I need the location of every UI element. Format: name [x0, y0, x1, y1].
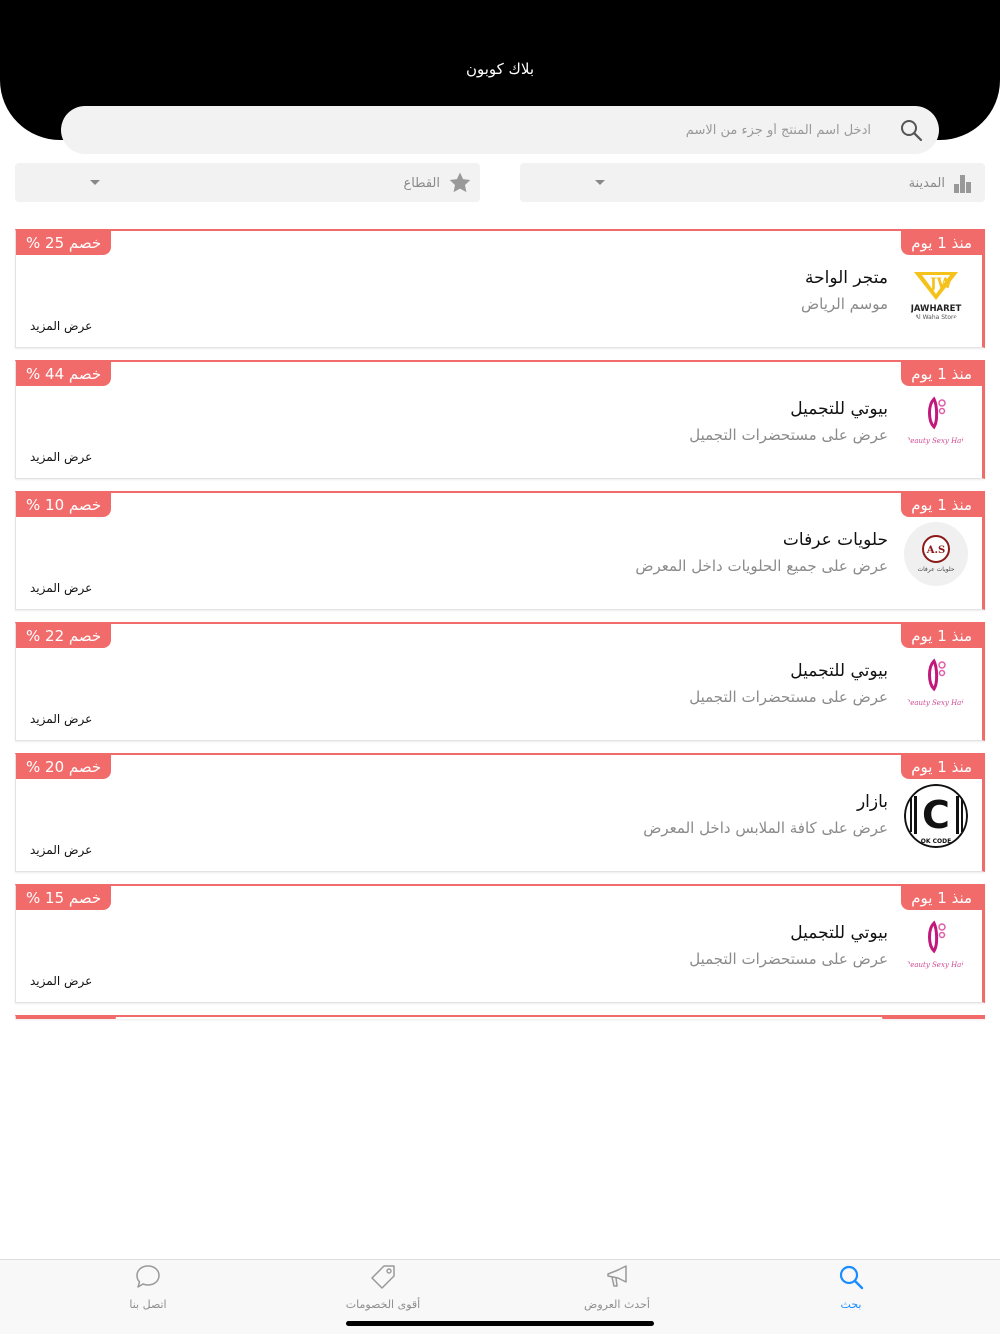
offer-description: عرض على كافة الملابس داخل المعرض [643, 819, 888, 837]
logo-wordmark: Beauty Sexy Hair [905, 961, 967, 969]
discount-badge: خصم 15 % [16, 886, 111, 910]
offer-card[interactable] [15, 360, 985, 479]
city-filter-label: المدينة [908, 176, 945, 191]
jawharet-logo-icon [904, 260, 968, 324]
tab-label: أقوى الخصومات [345, 1298, 421, 1311]
store-logo [904, 391, 968, 455]
offer-card[interactable] [15, 753, 985, 872]
bazaar-logo-icon [904, 784, 968, 848]
chevron-down-icon [595, 180, 605, 185]
logo-wordmark: Beauty Sexy Hair [905, 437, 967, 445]
discount-badge [16, 1017, 116, 1019]
time-badge: منذ 1 يوم [901, 231, 982, 255]
chat-bubble-icon [135, 1264, 161, 1290]
offer-card[interactable] [15, 622, 985, 741]
beauty-logo-icon [904, 915, 968, 979]
offer-description: عرض على جميع الحلويات داخل المعرض [635, 557, 888, 575]
store-logo [904, 522, 968, 586]
beauty-logo-icon [904, 653, 968, 717]
offers-list [15, 229, 985, 1019]
logo-wordmark: C [922, 793, 950, 837]
offer-description: عرض على مستحضرات التجميل [689, 950, 888, 968]
bar-chart-icon [953, 171, 977, 195]
store-logo [904, 653, 968, 717]
offer-card[interactable] [15, 229, 985, 348]
logo-subtitle: OK CODE [920, 838, 952, 845]
time-badge: منذ 1 يوم [901, 624, 982, 648]
show-more-link[interactable]: عرض المزيد [30, 712, 93, 726]
show-more-link[interactable]: عرض المزيد [30, 450, 93, 464]
search-icon[interactable] [899, 118, 923, 142]
star-icon [448, 171, 472, 195]
search-input[interactable] [171, 114, 871, 146]
tab-label: أحدث العروض [584, 1298, 650, 1311]
offer-description: عرض على مستحضرات التجميل [689, 426, 888, 444]
store-name: بيوتي للتجميل [790, 923, 888, 943]
offer-description: موسم الرياض [801, 295, 888, 313]
time-badge: منذ 1 يوم [901, 886, 982, 910]
svg-text:JW: JW [930, 276, 953, 292]
offer-card-partial[interactable] [15, 1015, 985, 1019]
logo-wordmark: A.S [926, 545, 946, 556]
tab-contact-us[interactable] [68, 1260, 228, 1320]
chevron-down-icon [90, 180, 100, 185]
store-name: بازار [856, 792, 888, 812]
store-logo [904, 784, 968, 848]
logo-wordmark: Beauty Sexy Hair [905, 699, 967, 707]
tab-latest-offers[interactable] [537, 1260, 697, 1320]
search-icon [838, 1264, 864, 1290]
sector-filter-label: القطاع [403, 176, 440, 191]
offer-card[interactable] [15, 491, 985, 610]
tag-icon [370, 1264, 396, 1290]
time-badge: منذ 1 يوم [901, 493, 982, 517]
page-title: بلاك كوبون [465, 60, 535, 78]
store-name: متجر الواحة [804, 268, 888, 288]
discount-badge: خصم 44 % [16, 362, 111, 386]
arafat-sweets-logo-icon [904, 522, 968, 586]
store-name: بيوتي للتجميل [790, 661, 888, 681]
show-more-link[interactable]: عرض المزيد [30, 843, 93, 857]
logo-subtitle: حلويات عرفات [917, 566, 955, 573]
tab-top-discounts[interactable] [303, 1260, 463, 1320]
tab-label: اتصل بنا [129, 1298, 167, 1311]
store-logo [904, 260, 968, 324]
store-name: حلويات عرفات [782, 530, 888, 550]
city-filter-dropdown[interactable] [520, 163, 985, 202]
time-badge [882, 1017, 982, 1019]
time-badge: منذ 1 يوم [901, 755, 982, 779]
discount-badge: خصم 22 % [16, 624, 111, 648]
sector-filter-dropdown[interactable] [15, 163, 480, 202]
tab-search[interactable] [771, 1260, 931, 1320]
offer-description: عرض على مستحضرات التجميل [689, 688, 888, 706]
beauty-logo-icon [904, 391, 968, 455]
logo-subtitle: Al Waha Store [914, 314, 958, 321]
logo-wordmark: JAWHARET [910, 304, 962, 314]
store-logo [904, 915, 968, 979]
show-more-link[interactable]: عرض المزيد [30, 974, 93, 988]
show-more-link[interactable]: عرض المزيد [30, 581, 93, 595]
tab-label: بحث [840, 1298, 862, 1311]
search-bar[interactable] [61, 106, 939, 154]
time-badge: منذ 1 يوم [901, 362, 982, 386]
discount-badge: خصم 25 % [16, 231, 111, 255]
show-more-link[interactable]: عرض المزيد [30, 319, 93, 333]
megaphone-icon [604, 1264, 630, 1290]
offer-card[interactable] [15, 884, 985, 1003]
store-name: بيوتي للتجميل [790, 399, 888, 419]
home-indicator[interactable] [346, 1321, 654, 1326]
discount-badge: خصم 10 % [16, 493, 111, 517]
discount-badge: خصم 20 % [16, 755, 111, 779]
